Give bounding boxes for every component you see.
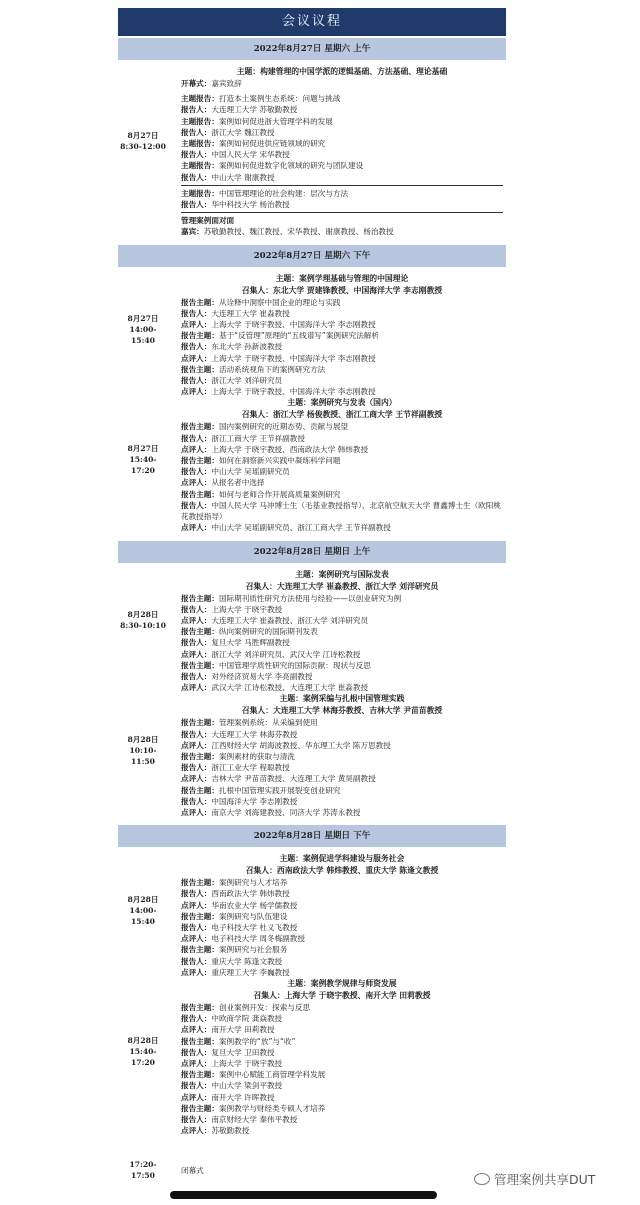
agenda-line xyxy=(181,421,503,432)
session xyxy=(118,825,506,1141)
line-value: 如何与老师合作开展高质量案例研究 xyxy=(218,489,341,499)
line-label: 报告人： xyxy=(181,127,212,137)
line-value: 上海大学 于晓宇教授、西南政法大学 韩炜教授 xyxy=(211,444,369,454)
line-label: 报告人： xyxy=(181,172,212,182)
session-header: 2022年8月27日 星期六 上午 xyxy=(118,38,506,60)
line-value: 上海大学 于晓宇教授 xyxy=(211,604,283,614)
line-label: 点评人： xyxy=(181,478,212,488)
topic-line: 主题：案例促进学科建设与服务社会 xyxy=(279,854,405,864)
agenda-line xyxy=(181,1069,503,1080)
agenda-line xyxy=(181,188,503,199)
line-label: 报告人： xyxy=(181,200,212,210)
time-slot: 8月27日 14:00- 15:40 xyxy=(127,314,159,346)
time-block xyxy=(118,273,506,398)
line-value: 江西财经大学 胡海波教授、华东理工大学 陈万思教授 xyxy=(211,740,391,750)
line-value: 基于“反管理”原理的“五线谱写”案例研究法解析 xyxy=(218,331,379,341)
time-slot: 8月28日 8:30-10:10 xyxy=(120,610,166,630)
line-label: 主题报告： xyxy=(181,94,219,104)
topic-line: 主题：构建管理的中国学派的逻辑基础、方法基础、理论基础 xyxy=(236,67,448,76)
line-value: 中国管理理论的社会构建：层次与方法 xyxy=(218,188,349,198)
line-label: 报告人： xyxy=(181,956,212,966)
closing-label: 闭幕式 xyxy=(181,1166,204,1176)
home-indicator[interactable] xyxy=(170,1191,437,1199)
line-value: 案例研究与队伍建设 xyxy=(218,911,288,921)
closing-block xyxy=(118,1159,506,1181)
agenda-line xyxy=(181,967,503,978)
line-label: 报告人： xyxy=(181,638,212,648)
line-label: 点评人： xyxy=(181,807,212,817)
line-label: 点评人： xyxy=(181,1126,212,1136)
line-value: 管理案例系统：从采编到使用 xyxy=(218,718,318,728)
line-value: 中国人民大学 马冲博士生（毛基业教授指导）、北京航空航天大学 曹鑫博士生（欧阳桃花教授指导） xyxy=(181,500,501,522)
time-slot: 8月27日 8:30-12:00 xyxy=(120,131,166,151)
line-value: 上海大学 于晓宇教授、中国海洋大学 李志刚教授 xyxy=(211,320,376,330)
line-label: 点评人： xyxy=(181,523,212,533)
line-label: 报告主题： xyxy=(181,422,219,432)
line-label: 报告主题： xyxy=(181,785,219,795)
line-value: 中山大学 谢康教授 xyxy=(211,172,275,182)
line-label: 点评人： xyxy=(181,774,212,784)
line-label: 点评人： xyxy=(181,649,212,659)
line-value: 中欧商学院 龚焱教授 xyxy=(211,1014,283,1024)
agenda-line xyxy=(181,433,503,444)
agenda-line xyxy=(181,1024,503,1035)
time-slot: 8月28日 15:40- 17:20 xyxy=(127,1035,159,1067)
agenda-line xyxy=(181,160,503,171)
agenda-line xyxy=(181,341,503,352)
line-label: 报告人： xyxy=(181,500,212,510)
line-label: 报告主题： xyxy=(181,1070,219,1080)
line-label: 报告主题： xyxy=(181,945,219,955)
line-label: 报告主题： xyxy=(181,297,219,307)
agenda-line xyxy=(181,637,503,648)
topic-line: 召集人：西南政法大学 韩炜教授、重庆大学 陈逢文教授 xyxy=(245,866,439,876)
agenda-line xyxy=(181,1002,503,1013)
time-block xyxy=(118,66,506,238)
line-value: 扎根中国管理实践开展裂变创业研究 xyxy=(218,785,341,795)
line-value: 南京大学 刘海建教授、同济大学 苏涛永教授 xyxy=(211,807,361,817)
time-block xyxy=(118,693,506,818)
line-value: 打造本土案例生态系统：问题与挑战 xyxy=(218,94,341,104)
line-label: 报告人： xyxy=(181,1081,212,1091)
line-label: 点评人： xyxy=(181,444,212,454)
line-label: 主题报告： xyxy=(181,188,219,198)
line-label: 点评人： xyxy=(181,353,212,363)
line-value: 大连理工大学 林海芬教授 xyxy=(211,729,298,739)
agenda-document xyxy=(118,8,506,1181)
line-label: 报告主题： xyxy=(181,627,219,637)
sessions-container xyxy=(118,38,506,1141)
agenda-line xyxy=(181,1036,503,1047)
topic-line: 召集人：东北大学 贾建锋教授、中国海洋大学 李志刚教授 xyxy=(241,285,443,295)
line-value: 中山大学 吴瑶副研究员 xyxy=(211,467,290,477)
agenda-line xyxy=(181,226,503,237)
line-label: 报告主题： xyxy=(181,660,219,670)
closing-time: 17:20- 17:50 xyxy=(129,1160,157,1181)
session-header: 2022年8月28日 星期日 下午 xyxy=(118,825,506,847)
agenda-line xyxy=(181,489,503,500)
line-value: 复旦大学 卫田教授 xyxy=(211,1047,275,1057)
agenda-line xyxy=(181,626,503,637)
line-label: 报告人： xyxy=(181,1115,212,1125)
line-value: 上海大学 于晓宇教授、中国海洋大学 李志刚教授 xyxy=(211,387,376,397)
agenda-line xyxy=(181,199,503,210)
line-value: 重庆理工大学 李巍教授 xyxy=(211,967,290,977)
line-label: 报告主题： xyxy=(181,878,219,888)
line-value: 复旦大学 马胜辉副教授 xyxy=(211,638,290,648)
time-block xyxy=(118,853,506,978)
line-value: 浙江工商大学 王节祥副教授 xyxy=(211,433,305,443)
line-label: 报告人： xyxy=(181,763,212,773)
line-value: 中国管理学质性研究的国际贡献：现状与反思 xyxy=(218,660,371,670)
line-value: 国内案例研究的近期态势、贡献与展望 xyxy=(218,422,349,432)
line-label: 报告人： xyxy=(181,433,212,443)
line-label: 报告主题： xyxy=(181,593,219,603)
line-label: 报告人： xyxy=(181,150,212,160)
line-value: 创业案例开发：探索与反思 xyxy=(218,1002,311,1012)
agenda-line xyxy=(181,444,503,455)
line-value: 中国海洋大学 李志刚教授 xyxy=(211,796,298,806)
time-slot: 8月28日 14:00- 15:40 xyxy=(127,894,159,926)
line-value: 如何在洞察新兴实践中凝练科学问题 xyxy=(218,456,341,466)
agenda-line xyxy=(181,900,503,911)
divider xyxy=(181,212,503,213)
line-label: 主题报告： xyxy=(181,116,219,126)
line-label: 报告人： xyxy=(181,889,212,899)
line-value: 西南政法大学 韩炜教授 xyxy=(211,889,290,899)
line-value: 从诠释中洞察中国企业的理论与实践 xyxy=(218,297,341,307)
line-label: 点评人： xyxy=(181,615,212,625)
line-label: 报告主题： xyxy=(181,364,219,374)
agenda-line xyxy=(181,796,503,807)
line-label: 管理案例面对面 xyxy=(181,216,235,226)
topic-line: 召集人：浙江大学 杨俊教授、浙江工商大学 王节祥副教授 xyxy=(241,410,443,420)
agenda-line xyxy=(181,762,503,773)
line-value: 南开大学 许晖教授 xyxy=(211,1092,275,1102)
line-value: 电子科技大学 周冬梅副教授 xyxy=(211,934,305,944)
agenda-line xyxy=(181,297,503,308)
agenda-line xyxy=(181,956,503,967)
agenda-line xyxy=(181,138,503,149)
line-value: 上海大学 于晓宇教授、中国海洋大学 李志刚教授 xyxy=(211,353,376,363)
divider xyxy=(181,185,503,186)
session-header: 2022年8月28日 星期日 上午 xyxy=(118,541,506,563)
line-label: 报告主题： xyxy=(181,911,219,921)
line-value: 案例研究与社会服务 xyxy=(218,945,288,955)
line-value: 浙江大学 刘洋研究员、武汉大学 江诗松教授 xyxy=(211,649,361,659)
line-value: 浙江大学 刘洋研究员 xyxy=(211,376,283,386)
line-value: 嘉宾致辞 xyxy=(211,79,242,88)
topic-line: 主题：案例研究与发表（国内） xyxy=(287,398,397,408)
line-label: 报告主题： xyxy=(181,1002,219,1012)
line-value: 案例研究与人才培养 xyxy=(218,878,288,888)
line-label: 点评人： xyxy=(181,1025,212,1035)
line-label: 开幕式： xyxy=(181,79,212,88)
line-value: 案例素材的获取与清洗 xyxy=(218,751,295,761)
line-value: 纵向案例研究的国际期刊发表 xyxy=(218,627,318,637)
agenda-line xyxy=(181,172,503,183)
agenda-line xyxy=(181,682,503,693)
agenda-line xyxy=(181,740,503,751)
watermark xyxy=(474,1170,595,1188)
line-label: 点评人： xyxy=(181,1059,212,1068)
agenda-line xyxy=(181,933,503,944)
line-value: 华南农业大学 杨学儒教授 xyxy=(211,900,298,910)
agenda-line xyxy=(181,149,503,160)
agenda-line xyxy=(181,604,503,615)
agenda-line xyxy=(181,466,503,477)
line-label: 报告主题： xyxy=(181,718,219,728)
line-label: 报告人： xyxy=(181,1014,212,1024)
line-value: 电子科技大学 杜义飞教授 xyxy=(211,922,298,932)
agenda-line xyxy=(181,116,503,127)
agenda-line xyxy=(181,455,503,466)
session xyxy=(118,245,506,539)
topic-line: 召集人：大连理工大学 崔淼教授、浙江大学 刘洋研究员 xyxy=(245,581,439,591)
agenda-line xyxy=(181,1080,503,1091)
line-value: 大连理工大学 崔淼教授、浙江大学 刘洋研究员 xyxy=(211,615,369,625)
agenda-line xyxy=(181,888,503,899)
line-value: 大连理工大学 苏敬勤教授 xyxy=(211,105,298,115)
line-value: 活动系统视角下的案例研究方法 xyxy=(218,364,326,374)
agenda-line xyxy=(181,717,503,728)
session-header: 2022年8月27日 星期六 下午 xyxy=(118,245,506,267)
line-label: 点评人： xyxy=(181,740,212,750)
line-label: 报告人： xyxy=(181,604,212,614)
agenda-line xyxy=(181,649,503,660)
line-label: 报告主题： xyxy=(181,1036,219,1046)
time-slot: 8月27日 15:40- 17:20 xyxy=(127,444,159,476)
agenda-line xyxy=(181,807,503,818)
topic-line: 主题：案例采编与扎根中国管理实践 xyxy=(279,694,405,704)
agenda-line xyxy=(181,104,503,115)
agenda-line xyxy=(181,1125,503,1136)
agenda-line xyxy=(181,773,503,784)
line-value: 东北大学 孙新波教授 xyxy=(211,342,283,352)
agenda-line xyxy=(181,215,503,226)
agenda-line xyxy=(181,785,503,796)
agenda-line xyxy=(181,308,503,319)
line-value: 案例如何促进供应链领域的研究 xyxy=(218,139,326,149)
line-value: 浙江工业大学 程聪教授 xyxy=(211,763,290,773)
agenda-line xyxy=(181,1058,503,1069)
line-label: 报告主题： xyxy=(181,1103,219,1113)
agenda-line xyxy=(181,877,503,888)
line-value: 案例教学与财经类专硕人才培养 xyxy=(218,1103,326,1113)
session xyxy=(118,38,506,243)
line-value: 从报名者中选择 xyxy=(211,478,265,488)
agenda-line xyxy=(181,330,503,341)
line-value: 南开大学 田莉教授 xyxy=(211,1025,275,1035)
line-label: 报告人： xyxy=(181,671,212,681)
agenda-line xyxy=(181,477,503,488)
line-label: 报告人： xyxy=(181,796,212,806)
agenda-line xyxy=(181,922,503,933)
agenda-line xyxy=(181,375,503,386)
line-value: 案例如何促进浙大管理学科的发展 xyxy=(218,116,333,126)
agenda-line xyxy=(181,729,503,740)
line-label: 报告人： xyxy=(181,467,212,477)
topic-line: 主题：案例教学规律与师资发展 xyxy=(287,978,397,988)
line-label: 点评人： xyxy=(181,934,212,944)
time-block xyxy=(118,397,506,533)
line-label: 点评人： xyxy=(181,1092,212,1102)
line-value: 案例中心赋能工商管理学科发展 xyxy=(218,1070,326,1080)
line-label: 报告人： xyxy=(181,342,212,352)
agenda-line xyxy=(181,522,503,533)
line-label: 报告人： xyxy=(181,729,212,739)
time-block xyxy=(118,978,506,1136)
wechat-bubble-icon xyxy=(474,1173,490,1185)
agenda-line xyxy=(181,751,503,762)
topic-line: 主题：案例研究与国际发表 xyxy=(295,569,389,579)
line-label: 报告主题： xyxy=(181,456,219,466)
line-value: 对外经济贸易大学 李亮副教授 xyxy=(211,671,313,681)
agenda-line xyxy=(181,1114,503,1125)
line-value: 中山大学 梁剑平教授 xyxy=(211,1081,283,1091)
topic-line: 召集人：上海大学 于晓宇教授、南开大学 田莉教授 xyxy=(253,990,431,1000)
agenda-line xyxy=(181,1103,503,1114)
line-value: 苏敬勤教授 xyxy=(211,1126,250,1136)
agenda-line xyxy=(181,353,503,364)
line-value: 上海大学 于晓宇教授 xyxy=(211,1059,283,1068)
agenda-line xyxy=(181,615,503,626)
line-value: 中山大学 吴瑶副研究员、浙江工商大学 王节祥副教授 xyxy=(211,523,391,533)
line-label: 主题报告： xyxy=(181,139,219,149)
line-label: 报告人： xyxy=(181,1047,212,1057)
agenda-line xyxy=(181,944,503,955)
time-block xyxy=(118,569,506,694)
line-label: 报告人： xyxy=(181,105,212,115)
line-value: 国际期刊质性研究方法使用与经验——以创业研究为例 xyxy=(218,593,402,603)
agenda-line xyxy=(181,671,503,682)
line-label: 报告人： xyxy=(181,922,212,932)
line-value: 案例教学的“放”与“收” xyxy=(218,1036,296,1046)
agenda-line xyxy=(181,127,503,138)
topic-line: 主题：案例学理基础与管理的中国理论 xyxy=(275,273,409,283)
session xyxy=(118,541,506,824)
line-label: 点评人： xyxy=(181,320,212,330)
agenda-line xyxy=(181,1047,503,1058)
line-label: 嘉宾： xyxy=(181,227,204,237)
agenda-line xyxy=(181,386,503,397)
line-value: 华中科技大学 杨治教授 xyxy=(211,200,290,210)
line-value: 南京财经大学 秦伟平教授 xyxy=(211,1115,298,1125)
line-label: 主题报告： xyxy=(181,161,219,171)
line-value: 大连理工大学 崔淼教授 xyxy=(211,308,290,318)
agenda-line xyxy=(181,1013,503,1024)
line-label: 点评人： xyxy=(181,900,212,910)
line-label: 报告人： xyxy=(181,308,212,318)
agenda-title: 会议议程 xyxy=(118,8,506,36)
agenda-line xyxy=(181,593,503,604)
topic-line: 召集人：大连理工大学 林海芬教授、吉林大学 尹苗苗教授 xyxy=(241,706,443,716)
agenda-line xyxy=(181,364,503,375)
line-label: 点评人： xyxy=(181,387,212,397)
line-value: 武汉大学 江诗松教授、大连理工大学 崔淼教授 xyxy=(211,683,369,693)
line-value: 浙江大学 魏江教授 xyxy=(211,127,275,137)
line-value: 苏敬勤教授、魏江教授、宋华教授、谢康教授、杨治教授 xyxy=(203,227,394,237)
line-label: 报告主题： xyxy=(181,489,219,499)
time-slot: 8月28日 10:10- 11:50 xyxy=(127,734,159,766)
line-value: 重庆大学 陈逢文教授 xyxy=(211,956,283,966)
line-label: 报告主题： xyxy=(181,331,219,341)
line-value: 中国人民大学 宋华教授 xyxy=(211,150,290,160)
agenda-line xyxy=(181,911,503,922)
line-value: 案例如何促进数字化领域的研究与团队建设 xyxy=(218,161,364,171)
line-label: 报告主题： xyxy=(181,751,219,761)
line-label: 点评人： xyxy=(181,683,212,693)
agenda-line xyxy=(181,78,503,89)
agenda-line xyxy=(181,500,503,522)
agenda-line xyxy=(181,660,503,671)
watermark-text: 管理案例共享DUT xyxy=(494,1172,596,1187)
line-label: 报告人： xyxy=(181,376,212,386)
line-label: 点评人： xyxy=(181,967,212,977)
agenda-line xyxy=(181,319,503,330)
line-value: 吉林大学 尹苗苗教授、大连理工大学 黄昊副教授 xyxy=(211,774,376,784)
agenda-line xyxy=(181,93,503,104)
agenda-line xyxy=(181,1092,503,1103)
